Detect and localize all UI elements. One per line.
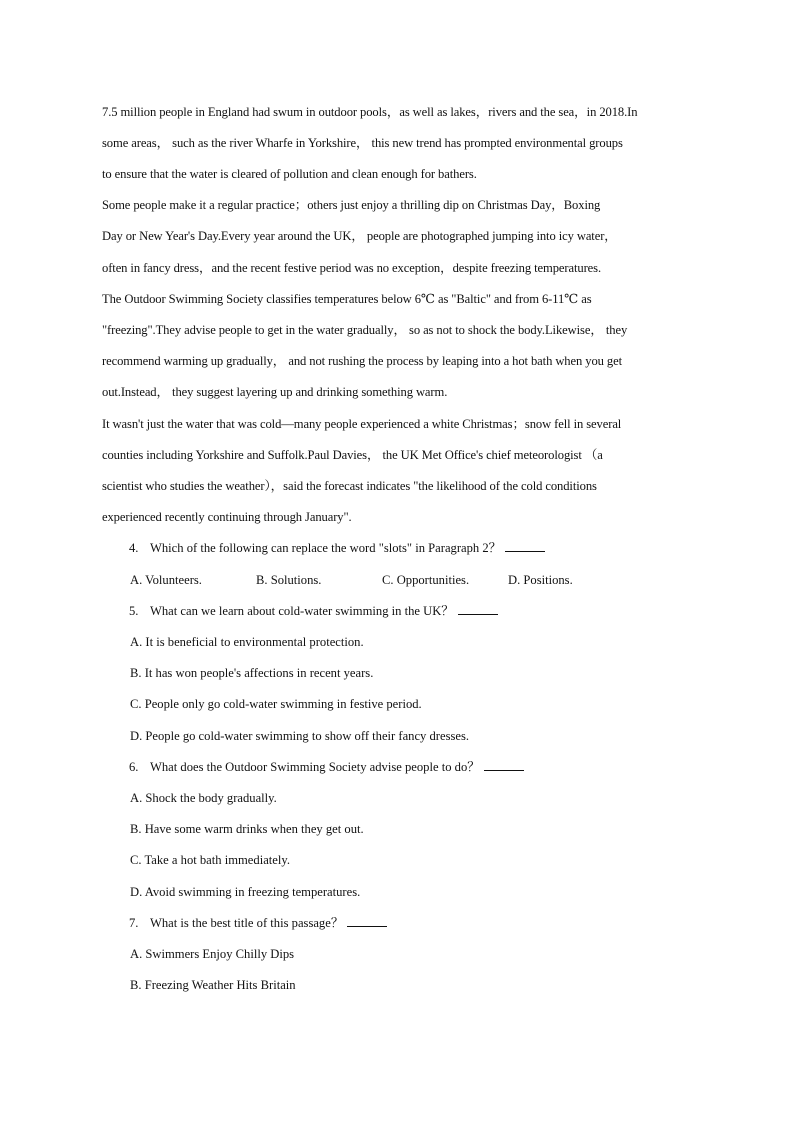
option-c[interactable]: C. Take a hot bath immediately. [130, 853, 290, 867]
passage-line: to ensure that the water is cleared of pollution and clean enough for bathers. [102, 167, 477, 181]
question-stem [129, 538, 545, 558]
answer-blank[interactable] [458, 602, 498, 615]
question-number: 6. [129, 760, 139, 774]
option-d[interactable]: D. Avoid swimming in freezing temperatures. [130, 885, 361, 899]
question-text: What does the Outdoor Swimming Society advise people to do？ [150, 760, 480, 774]
passage-line: counties including Yorkshire and Suffolk.Paul Davies， the UK Met Office's chief meteorologist （a [102, 448, 603, 462]
option-a[interactable]: A. Volunteers. [130, 573, 202, 587]
passage-line: experienced recently continuing through January". [102, 510, 352, 524]
answer-blank[interactable] [484, 758, 524, 771]
passage-line: recommend warming up gradually， and not rushing the process by leaping into a hot bath when you get [102, 354, 622, 368]
answer-blank[interactable] [347, 914, 387, 927]
option-b[interactable]: B. Have some warm drinks when they get out. [130, 822, 364, 836]
question-text: What can we learn about cold-water swimming in the UK？ [150, 604, 454, 618]
passage-line: 7.5 million people in England had swum in outdoor pools，as well as lakes，rivers and the sea，in 2018.In [102, 105, 638, 119]
option-c[interactable]: C. People only go cold-water swimming in festive period. [130, 697, 422, 711]
option-c[interactable]: C. Opportunities. [382, 573, 470, 587]
option-b[interactable]: B. Solutions. [256, 573, 322, 587]
option-d[interactable]: D. Positions. [508, 573, 573, 587]
question-number: 4. [129, 541, 139, 555]
option-a[interactable]: A. Shock the body gradually. [130, 791, 277, 805]
passage-line: It wasn't just the water that was cold—many people experienced a white Christmas；snow fell in several [102, 417, 622, 431]
passage-line: Day or New Year's Day.Every year around the UK， people are photographed jumping into icy water， [102, 229, 617, 243]
question-stem [129, 913, 387, 933]
option-a[interactable]: A. It is beneficial to environmental protection. [130, 635, 364, 649]
passage-line: some areas， such as the river Wharfe in Yorkshire， this new trend has prompted environmental groups [102, 136, 623, 150]
passage-line: scientist who studies the weather），said the forecast indicates "the likelihood of the cold conditions [102, 479, 597, 493]
passage-line: The Outdoor Swimming Society classifies temperatures below 6℃ as "Baltic" and from 6-11℃ as [102, 292, 592, 306]
question-text: What is the best title of this passage？ [150, 916, 344, 930]
passage-line: "freezing".They advise people to get in the water gradually， so as not to shock the body.Likewise， they [102, 323, 628, 337]
question-stem [129, 601, 498, 621]
option-a[interactable]: A. Swimmers Enjoy Chilly Dips [130, 947, 295, 961]
question-number: 7. [129, 916, 139, 930]
passage-line: Some people make it a regular practice；others just enjoy a thrilling dip on Christmas Day，Boxing [102, 198, 601, 212]
passage-line: out.Instead， they suggest layering up and drinking something warm. [102, 385, 448, 399]
question-text: Which of the following can replace the word "slots" in Paragraph 2？ [150, 541, 502, 555]
option-d[interactable]: D. People go cold-water swimming to show off their fancy dresses. [130, 729, 470, 743]
question-number: 5. [129, 604, 139, 618]
option-b[interactable]: B. It has won people's affections in recent years. [130, 666, 374, 680]
answer-blank[interactable] [505, 539, 545, 552]
question-stem [129, 757, 524, 777]
passage-line: often in fancy dress，and the recent festive period was no exception，despite freezing temperatures. [102, 261, 601, 275]
option-b[interactable]: B. Freezing Weather Hits Britain [130, 978, 296, 992]
